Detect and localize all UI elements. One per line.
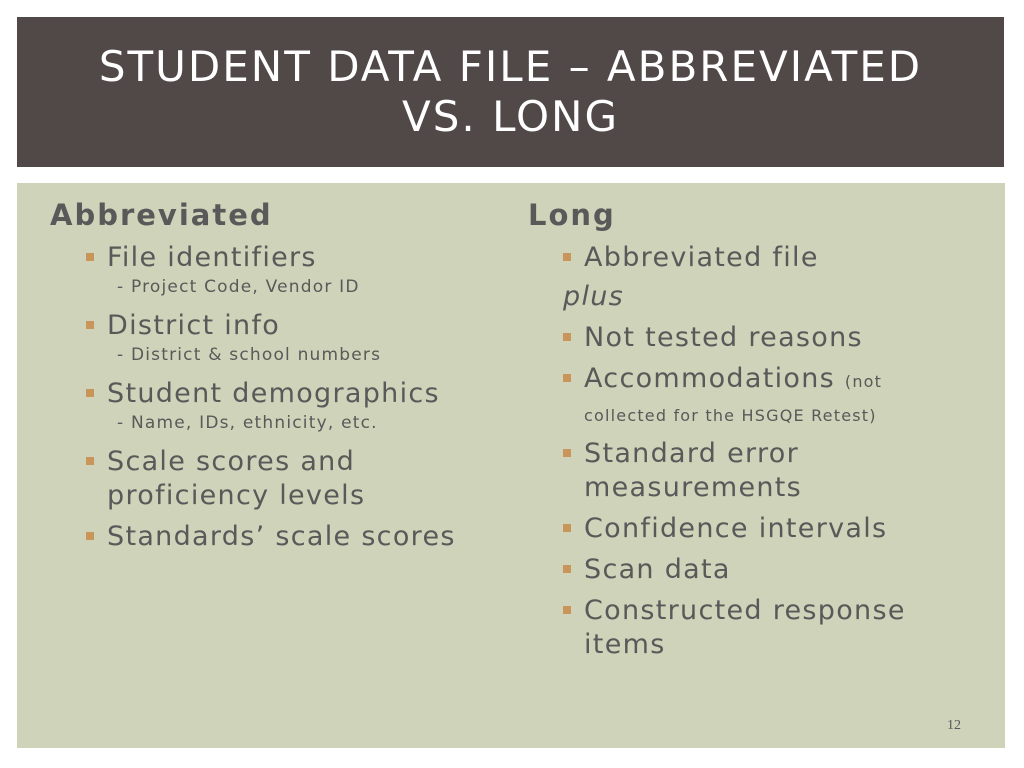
bullet-icon bbox=[563, 524, 571, 532]
abbreviated-list bbox=[86, 241, 486, 554]
long-heading: Long bbox=[528, 198, 616, 232]
item-label: File identifiers bbox=[107, 242, 317, 273]
list-item bbox=[86, 445, 486, 513]
item-label: Standards’ scale scores bbox=[107, 521, 456, 552]
bullet-icon bbox=[86, 532, 94, 540]
bullet-icon bbox=[86, 321, 94, 329]
item-subtext: - Name, IDs, ethnicity, etc. bbox=[117, 413, 378, 433]
content-panel bbox=[17, 183, 1005, 748]
item-label: Scale scores and proficiency levels bbox=[107, 446, 366, 511]
page-number: 12 bbox=[947, 718, 961, 733]
item-label: District info bbox=[107, 310, 281, 341]
item-subtext: - Project Code, Vendor ID bbox=[117, 277, 360, 297]
list-item bbox=[563, 362, 963, 430]
list-item bbox=[563, 512, 963, 546]
abbreviated-heading: Abbreviated bbox=[50, 198, 273, 232]
bullet-icon bbox=[86, 389, 94, 397]
item-label: Scan data bbox=[584, 554, 731, 585]
item-label: Not tested reasons bbox=[584, 322, 863, 353]
bullet-icon bbox=[86, 457, 94, 465]
bullet-icon bbox=[563, 449, 571, 457]
list-item bbox=[563, 594, 963, 662]
title-bar bbox=[17, 17, 1004, 167]
list-item bbox=[563, 553, 963, 587]
bullet-icon bbox=[563, 565, 571, 573]
item-label: Constructed response items bbox=[584, 595, 906, 660]
item-label: Confidence intervals bbox=[584, 513, 888, 544]
list-item bbox=[86, 309, 486, 367]
bullet-icon bbox=[86, 253, 94, 261]
list-item bbox=[563, 437, 963, 505]
item-label: Accommodations bbox=[584, 363, 835, 394]
long-list bbox=[563, 241, 963, 662]
list-item bbox=[86, 377, 486, 435]
bullet-icon bbox=[563, 374, 571, 382]
item-label: Student demographics bbox=[107, 378, 440, 409]
bullet-icon bbox=[563, 333, 571, 341]
bullet-icon bbox=[563, 253, 571, 261]
list-item bbox=[563, 321, 963, 355]
list-item bbox=[86, 520, 486, 554]
item-label: Abbreviated file bbox=[584, 242, 819, 273]
plus-label: plus bbox=[563, 281, 625, 312]
list-item bbox=[563, 241, 963, 275]
item-label: Standard error measurements bbox=[584, 438, 803, 503]
bullet-icon bbox=[563, 606, 571, 614]
slide-title: STUDENT DATA FILE – ABBREVIATED VS. LONG bbox=[98, 42, 923, 141]
item-note: (not collected for the HSGQE Retest) bbox=[584, 372, 883, 425]
list-item bbox=[86, 241, 486, 299]
item-subtext: - District & school numbers bbox=[117, 345, 382, 365]
